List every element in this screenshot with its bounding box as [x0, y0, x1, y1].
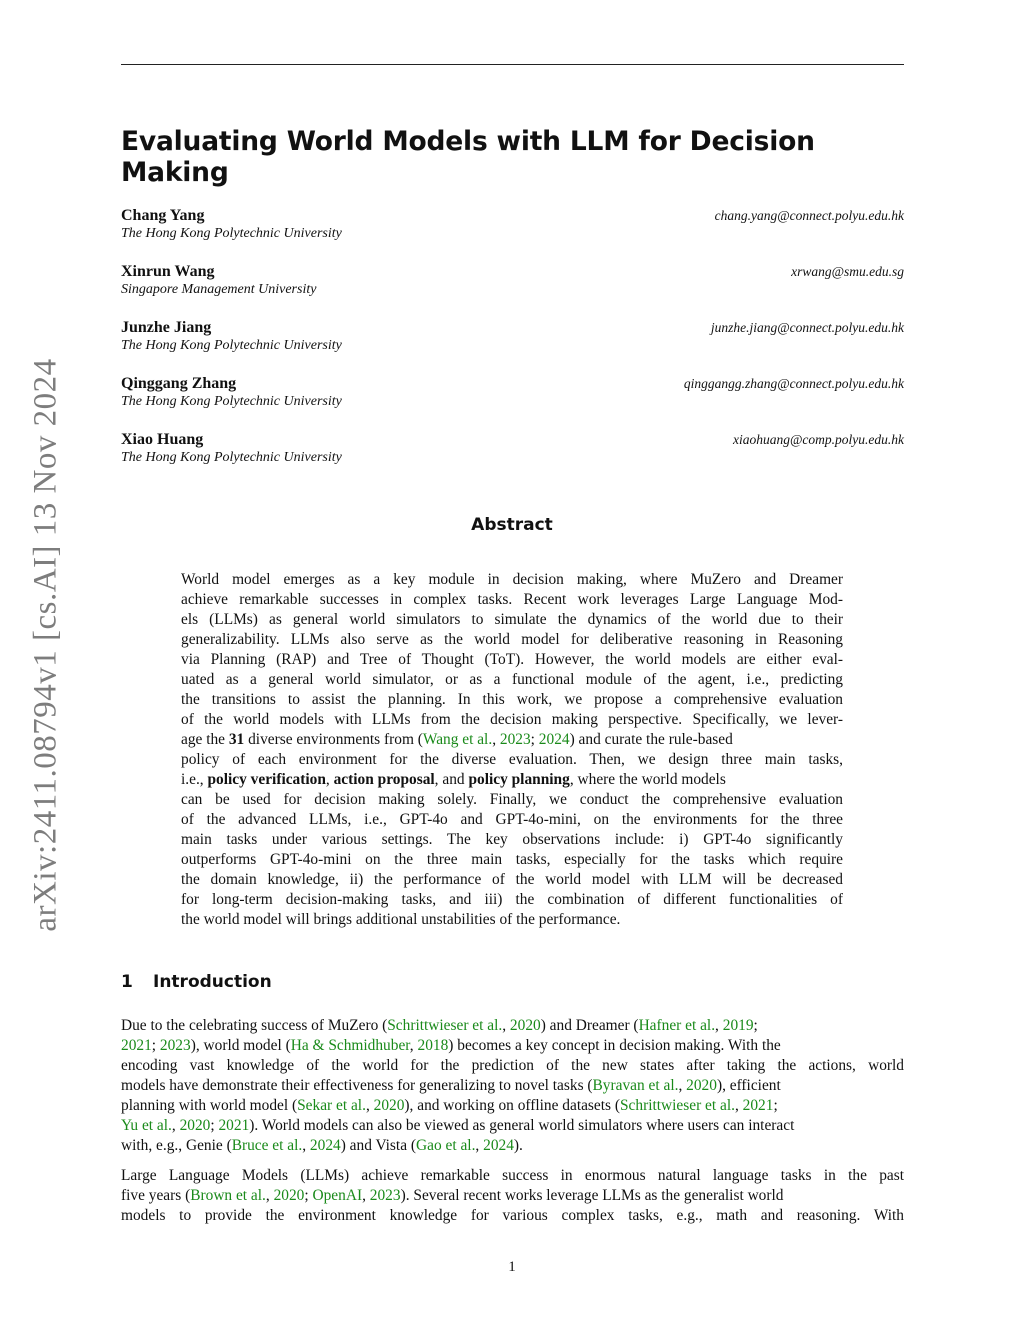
text-run: ,	[365, 1097, 374, 1114]
abstract-line: els (LLMs) as general world simulators to simulate the dynamics of the world due to their	[181, 611, 843, 628]
author-email: xrwang@smu.edu.sg	[791, 264, 904, 279]
author-email: xiaohuang@comp.polyu.edu.hk	[732, 432, 904, 447]
citation-link[interactable]: 2020	[373, 1097, 405, 1114]
text-run: ,	[302, 1137, 310, 1154]
abstract-body	[181, 570, 843, 930]
paragraph-line	[121, 1036, 904, 1056]
bold-text: action proposal	[333, 771, 435, 788]
text-run: ), world model (	[190, 1037, 291, 1054]
author-block	[121, 319, 904, 363]
text-run: ,	[362, 1187, 370, 1204]
text-run: ), and working on offline datasets (	[404, 1097, 620, 1114]
abstract-line: for long-term decision-making tasks, and iii) the combination of different functionalities of	[181, 891, 843, 908]
abstract-line: World model emerges as a key module in decision making, where MuZero and Dreamer	[181, 571, 843, 588]
paragraph-line	[121, 1186, 904, 1206]
text-run: ,	[492, 731, 500, 748]
citation-link[interactable]: Gao et al.	[416, 1137, 476, 1154]
author-affiliation: The Hong Kong Polytechnic University	[121, 226, 342, 241]
text-run: ) and Dreamer (	[540, 1017, 639, 1034]
citation-link[interactable]: Schrittwieser et al.	[387, 1017, 503, 1034]
citation-link[interactable]: Sekar et al.	[297, 1097, 366, 1114]
author-block	[121, 263, 904, 307]
citation-link[interactable]: 2021	[121, 1037, 152, 1054]
section-title: Introduction	[153, 972, 272, 992]
text-run: age the	[181, 731, 229, 748]
section-heading	[121, 972, 272, 992]
citation-link[interactable]: Wang et al.	[422, 731, 493, 748]
abstract-line	[181, 730, 843, 750]
citation-link[interactable]: 2023	[369, 1187, 401, 1204]
text-run: ,	[715, 1017, 723, 1034]
text-run: ,	[502, 1017, 510, 1034]
citation-link[interactable]: Ha & Schmidhuber	[290, 1037, 410, 1054]
paragraph-line: Large Language Models (LLMs) achieve remarkable success in enormous natural language tasks in the past	[121, 1167, 904, 1184]
citation-link[interactable]: 2023	[159, 1037, 191, 1054]
text-run: models have demonstrate their effectiveness for generalizing to novel tasks (	[121, 1077, 593, 1094]
author-name: Junzhe Jiang	[121, 319, 212, 336]
citation-link[interactable]: 2018	[417, 1037, 449, 1054]
intro-paragraph	[121, 1016, 904, 1156]
citation-link[interactable]: Brown et al.	[190, 1187, 266, 1204]
author-name: Chang Yang	[121, 207, 205, 224]
author-name: Xinrun Wang	[121, 263, 215, 280]
citation-link[interactable]: Schrittwieser et al.	[619, 1097, 735, 1114]
paragraph-line: encoding vast knowledge of the world for the prediction of the new states after taking the actions, world	[121, 1057, 904, 1074]
text-run: ) and curate the rule-based	[569, 731, 733, 748]
citation-link[interactable]: 2024	[483, 1137, 514, 1154]
citation-link[interactable]: 2020	[686, 1077, 717, 1094]
citation-link[interactable]: 2019	[722, 1017, 754, 1034]
author-name: Xiao Huang	[121, 431, 204, 448]
text-run: , and	[434, 771, 469, 788]
text-run: i.e.,	[181, 771, 208, 788]
text-run: ), efficient	[716, 1077, 781, 1094]
author-name: Qinggang Zhang	[121, 375, 237, 392]
paragraph-line	[121, 1016, 904, 1036]
text-run: ,	[678, 1077, 687, 1094]
text-run: ;	[151, 1037, 160, 1054]
text-run: ,	[325, 771, 334, 788]
citation-link[interactable]: OpenAI	[312, 1187, 363, 1204]
author-email: qinggangg.zhang@connect.polyu.edu.hk	[683, 376, 904, 391]
text-run: five years (	[121, 1187, 191, 1204]
citation-link[interactable]: 2020	[273, 1187, 305, 1204]
citation-link[interactable]: 2023	[499, 731, 531, 748]
author-email: chang.yang@connect.polyu.edu.hk	[714, 208, 904, 223]
text-run: ) becomes a key concept in decision making. With the	[448, 1037, 781, 1054]
abstract-line: uated as a general world simulator, or as a functional module of the agent, i.e., predicting	[181, 671, 843, 688]
author-affiliation: Singapore Management University	[121, 282, 317, 297]
section-number: 1	[121, 972, 133, 992]
paragraph-line	[121, 1136, 904, 1156]
bold-text: policy verification	[207, 771, 326, 788]
author-block	[121, 431, 904, 475]
abstract-line: main tasks under various settings. The key observations include: i) GPT-4o significantly	[181, 831, 843, 848]
text-run: ) and Vista (	[340, 1137, 417, 1154]
paper-title: Evaluating World Models with LLM for Decision Making	[121, 126, 815, 188]
abstract-line: the world model will brings additional unstabilities of the performance.	[181, 911, 621, 928]
citation-link[interactable]: Yu et al.	[121, 1117, 172, 1134]
abstract-heading: Abstract	[471, 515, 553, 535]
citation-link[interactable]: Byravan et al.	[592, 1077, 679, 1094]
text-run: ,	[475, 1137, 484, 1154]
author-block	[121, 207, 904, 251]
text-run: diverse environments from (	[244, 731, 423, 748]
text-run: ;	[753, 1017, 758, 1034]
text-run: with, e.g., Genie (	[121, 1137, 232, 1154]
abstract-line: generalizability. LLMs also serve as the world model for deliberative reasoning in Reasoning	[181, 631, 843, 648]
text-run: ,	[171, 1117, 180, 1134]
bold-text: 31	[228, 731, 245, 748]
bold-text: policy planning	[468, 771, 570, 788]
paragraph-line	[121, 1096, 904, 1116]
paragraph-line	[121, 1076, 904, 1096]
citation-link[interactable]: Hafner et al.	[638, 1017, 716, 1034]
citation-link[interactable]: 2024	[538, 731, 570, 748]
paragraph-line: models to provide the environment knowledge for various complex tasks, e.g., math and reasoning. With	[121, 1207, 904, 1224]
paragraph-line	[121, 1116, 904, 1136]
author-email: junzhe.jiang@connect.polyu.edu.hk	[710, 320, 904, 335]
abstract-line: outperforms GPT-4o-mini on the three main tasks, especially for the tasks which require	[181, 851, 843, 868]
abstract-line: policy of each environment for the diverse evaluation. Then, we design three main tasks,	[181, 751, 843, 768]
text-run: ,	[734, 1097, 743, 1114]
text-run: ). World models can also be viewed as general world simulators where users can interact	[249, 1117, 795, 1134]
abstract-line: of the world models with LLMs from the decision making perspective. Specifically, we lever-	[181, 711, 843, 728]
citation-link[interactable]: Bruce et al.	[231, 1137, 303, 1154]
abstract-line	[181, 770, 843, 790]
text-run: ). Several recent works leverage LLMs as the generalist world	[400, 1187, 784, 1204]
text-run: ;	[210, 1117, 219, 1134]
text-run: Due to the celebrating success of MuZero (	[121, 1017, 388, 1034]
top-rule	[121, 64, 904, 65]
author-affiliation: The Hong Kong Polytechnic University	[121, 450, 342, 465]
text-run: ;	[773, 1097, 778, 1114]
text-run: , where the world models	[569, 771, 726, 788]
text-run: planning with world model (	[121, 1097, 298, 1114]
text-run: ,	[409, 1037, 418, 1054]
abstract-line: the transitions to assist the planning. In this work, we propose a comprehensive evaluation	[181, 691, 843, 708]
author-affiliation: The Hong Kong Polytechnic University	[121, 338, 342, 353]
author-block	[121, 375, 904, 419]
citation-link[interactable]: 2020	[179, 1117, 211, 1134]
text-run: ,	[265, 1187, 274, 1204]
citation-link[interactable]: 2020	[509, 1017, 541, 1034]
text-run: ;	[304, 1187, 313, 1204]
citation-link[interactable]: 2021	[742, 1097, 774, 1114]
abstract-line: can be used for decision making solely. Finally, we conduct the comprehensive evaluation	[181, 791, 843, 808]
page-number: 1	[508, 1259, 516, 1275]
citation-link[interactable]: 2024	[309, 1137, 341, 1154]
abstract-line: via Planning (RAP) and Tree of Thought (ToT). However, the world models are either eval-	[181, 651, 843, 668]
arxiv-identifier: arXiv:2411.08794v1 [cs.AI] 13 Nov 2024	[27, 358, 64, 932]
citation-link[interactable]: 2021	[218, 1117, 250, 1134]
abstract-line: the domain knowledge, ii) the performance of the world model with LLM will be decreased	[181, 871, 843, 888]
abstract-line: of the advanced LLMs, i.e., GPT-4o and GPT-4o-mini, on the environments for the three	[181, 811, 843, 828]
author-affiliation: The Hong Kong Polytechnic University	[121, 394, 342, 409]
text-run: ).	[513, 1137, 523, 1154]
text-run: ;	[530, 731, 539, 748]
abstract-line: achieve remarkable successes in complex tasks. Recent work leverages Large Language Mod-	[181, 591, 843, 608]
intro-paragraph	[121, 1166, 904, 1226]
